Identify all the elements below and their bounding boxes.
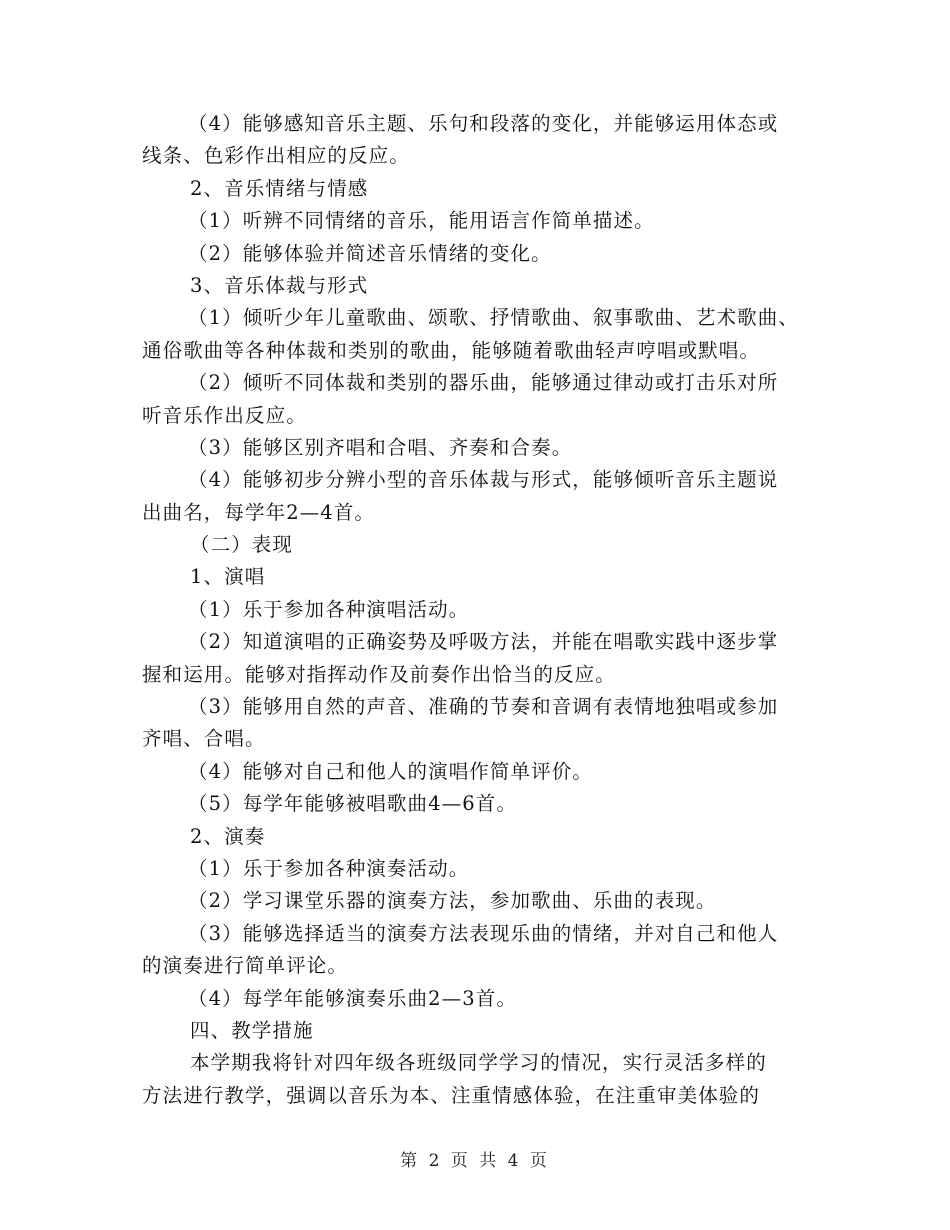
text-line: 握和运用。能够对指挥动作及前奏作出恰当的反应。 — [142, 662, 616, 686]
text-line: （1）倾听少年儿童歌曲、颂歌、抒情歌曲、叙事歌曲、艺术歌曲、 — [188, 306, 799, 330]
text-line: （4）能够感知音乐主题、乐句和段落的变化，并能够运用体态或 — [188, 112, 779, 135]
text-line: 1、演唱 — [190, 565, 266, 589]
text-line: 2、演奏 — [190, 824, 266, 848]
text-line: （3）能够选择适当的演奏方法表现乐曲的情绪，并对自己和他人 — [188, 921, 779, 945]
text-line: （2）学习课堂乐器的演奏方法，参加歌曲、乐曲的表现。 — [188, 889, 717, 913]
text-line: （3）能够用自然的声音、准确的节奏和音调有表情地独唱或参加 — [188, 695, 779, 719]
text-line: （1）乐于参加各种演奏活动。 — [188, 856, 470, 880]
text-line: 的演奏进行简单评论。 — [142, 954, 349, 978]
text-line: （1）听辨不同情绪的音乐，能用语言作简单描述。 — [188, 209, 655, 233]
text-line: 线条、色彩作出相应的反应。 — [142, 144, 410, 168]
text-line: 齐唱、合唱。 — [142, 727, 266, 751]
text-line: （2）能够体验并简述音乐情绪的变化。 — [188, 241, 552, 265]
text-line: （3）能够区别齐唱和合唱、齐奏和合奏。 — [188, 435, 573, 459]
text-line: 3、音乐体裁与形式 — [190, 273, 369, 297]
text-line: 四、教学措施 — [190, 1018, 314, 1042]
text-line: 本学期我将针对四年级各班级同学学习的情况，实行灵活多样的 — [190, 1051, 767, 1075]
text-line: 听音乐作出反应。 — [142, 403, 307, 427]
document-body — [142, 108, 814, 1112]
text-line: （二）表现 — [190, 533, 294, 557]
text-line: 出曲名，每学年2—4首。 — [142, 500, 376, 524]
page-footer: 第 2 页 共 4 页 — [400, 1151, 550, 1171]
text-line: 方法进行教学，强调以音乐为本、注重情感体验，在注重审美体验的 — [142, 1083, 761, 1107]
text-line: （4）每学年能够演奏乐曲2—3首。 — [188, 986, 517, 1010]
text-line: （2）知道演唱的正确姿势及呼吸方法，并能在唱歌实践中逐步掌 — [188, 630, 779, 654]
text-line: 2、音乐情绪与情感 — [190, 176, 369, 200]
text-line: （2）倾听不同体裁和类别的器乐曲，能够通过律动或打击乐对所 — [188, 371, 779, 395]
text-line: （5）每学年能够被唱歌曲4—6首。 — [188, 792, 517, 816]
text-line: （1）乐于参加各种演唱活动。 — [188, 597, 470, 621]
text-line: 通俗歌曲等各种体裁和类别的歌曲，能够随着歌曲轻声哼唱或默唱。 — [142, 338, 761, 362]
text-line: （4）能够对自己和他人的演唱作简单评价。 — [188, 759, 593, 783]
text-line: （4）能够初步分辨小型的音乐体裁与形式，能够倾听音乐主题说 — [188, 468, 779, 492]
